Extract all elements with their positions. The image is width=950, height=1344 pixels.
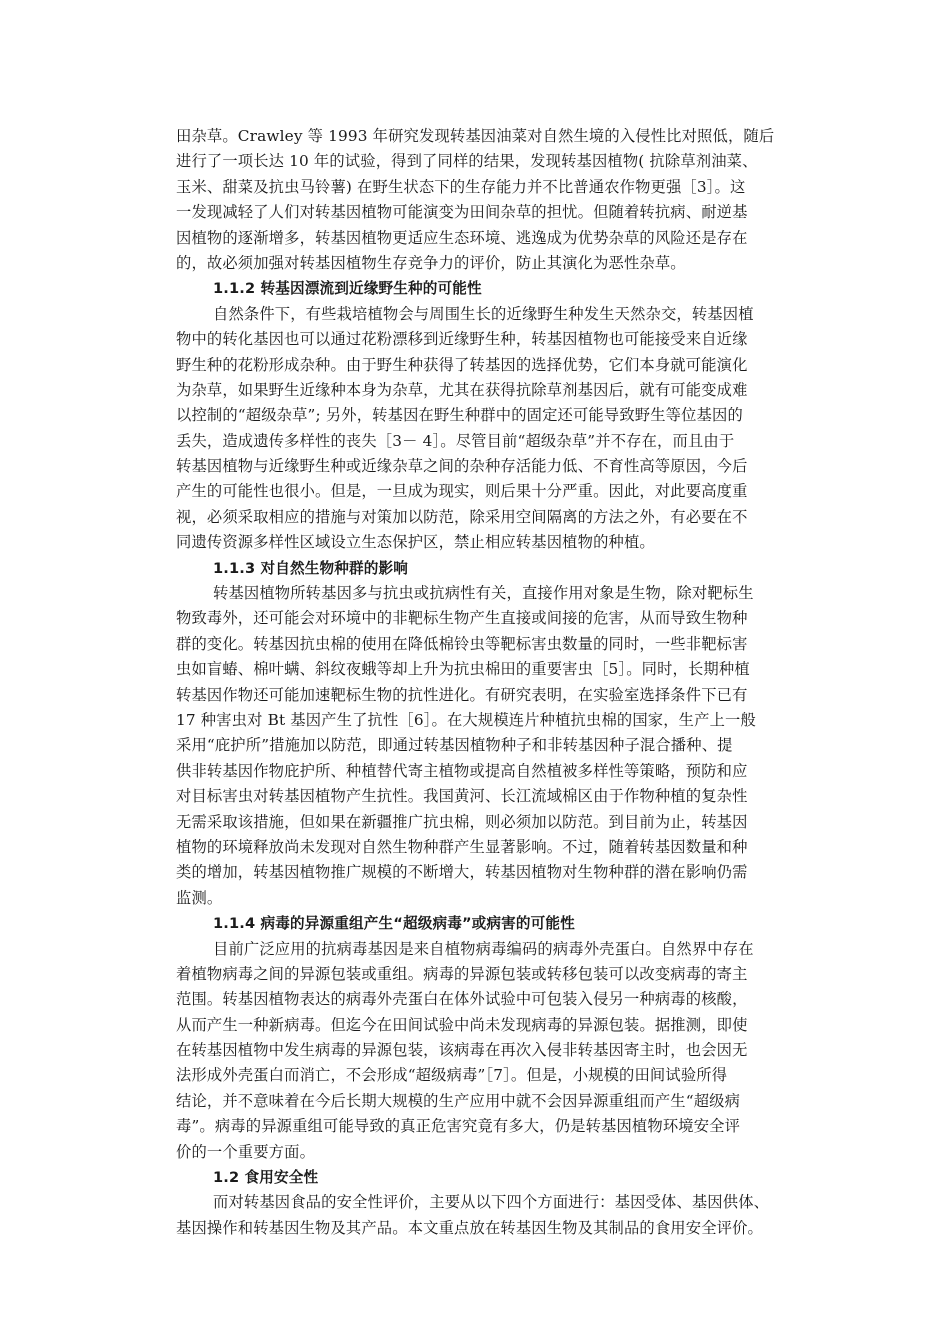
text-line: 虫如盲蝽、棉叶螨、斜纹夜蛾等却上升为抗虫棉田的重要害虫［5］。同时，长期种植 [176,660,750,679]
document-body [176,124,812,1241]
text-line: 着植物病毒之间的异源包装或重组。病毒的异源包装或转移包装可以改变病毒的寄主 [176,964,748,983]
text-line: 视，必须采取相应的措施与对策加以防范，除采用空间隔离的方法之外，有必要在不 [176,507,748,526]
text-line: 转基因植物与近缘野生种或近缘杂草之间的杂种存活能力低、不育性高等原因，今后 [176,457,748,476]
text-line: 法形成外壳蛋白而消亡，不会形成“超级病毒”［7］。但是，小规模的田间试验所得 [176,1066,728,1085]
paragraph-virus-recombination [176,937,812,1166]
heading-text: 1.2 食用安全性 [213,1169,319,1187]
text-line: 为杂草，如果野生近缘种本身为杂草，尤其在获得抗除草剂基因后，就有可能变成难 [176,380,748,399]
paragraph-population-impact [176,581,812,911]
paragraph-food-safety [176,1190,812,1241]
text-line: 从而产生一种新病毒。但迄今在田间试验中尚未发现病毒的异源包装。据推测，即使 [176,1015,748,1034]
text-line: 转基因作物还可能加速靶标生物的抗性进化。有研究表明，在实验室选择条件下已有 [176,685,748,704]
text-line: 目前广泛应用的抗病毒基因是来自植物病毒编码的病毒外壳蛋白。自然界中存在 [213,939,754,958]
heading-text: 1.1.3 对自然生物种群的影响 [213,559,408,577]
text-line: 同遗传资源多样性区域设立生态保护区，禁止相应转基因植物的种植。 [176,533,655,552]
section-heading-1-1-2 [176,276,812,301]
text-line: 监测。 [176,888,223,907]
text-line: 植物的环境释放尚未发现对自然生物种群产生显著影响。不过，随着转基因数量和种 [176,837,748,856]
text-line: 丢失，造成遗传多样性的丧失［3－ 4］。尽管目前“超级杂草”并不存在，而且由于 [176,431,735,450]
text-line: 以控制的“超级杂草”; 另外，转基因在野生种群中的固定还可能导致野生等位基因的 [176,406,743,425]
text-line: 田杂草。Crawley 等 1993 年研究发现转基因油菜对自然生境的入侵性比对照低，随后 [176,127,775,145]
text-line: 基因操作和转基因生物及其产品。本文重点放在转基因生物及其制品的食用安全评价。 [176,1218,763,1237]
text-line: 转基因植物所转基因多与抗虫或抗病性有关，直接作用对象是生物，除对靶标生 [213,584,754,603]
text-line: 17 种害虫对 Bt 基因产生了抗性［6］。在大规模连片种植抗虫棉的国家，生产上一般 [176,710,756,729]
paragraph-gene-flow [176,302,812,556]
text-line: 范围。转基因植物表达的病毒外壳蛋白在体外试验中可包装入侵另一种病毒的核酸， [176,990,748,1009]
text-line: 物中的转化基因也可以通过花粉漂移到近缘野生种，转基因植物也可能接受来自近缘 [176,330,748,349]
text-line: 对目标害虫对转基因植物产生抗性。我国黄河、长江流域棉区由于作物种植的复杂性 [176,787,748,806]
text-line: 野生种的花粉形成杂种。由于野生种获得了转基因的选择优势，它们本身就可能演化 [176,355,748,374]
text-line: 而对转基因食品的安全性评价，主要从以下四个方面进行：基因受体、基因供体、 [213,1193,770,1212]
text-line: 毒”。病毒的异源重组可能导致的真正危害究竟有多大，仍是转基因植物环境安全评 [176,1117,741,1136]
text-line: 在转基因植物中发生病毒的异源包装，该病毒在再次入侵非转基因寄主时，也会因无 [176,1041,748,1060]
text-line: 结论，并不意味着在今后长期大规模的生产应用中就不会因异源重组而产生“超级病 [176,1091,741,1110]
text-line: 群的变化。转基因抗虫棉的使用在降低棉铃虫等靶标害虫数量的同时，一些非靶标害 [176,634,748,653]
section-heading-1-1-3 [176,556,812,581]
text-line: 一发现减轻了人们对转基因植物可能演变为田间杂草的担忧。但随着转抗病、耐逆基 [176,203,748,222]
text-line: 供非转基因作物庇护所、种植替代寄主植物或提高自然植被多样性等策略，预防和应 [176,761,748,780]
text-line: 玉米、甜菜及抗虫马铃薯) 在野生状态下的生存能力并不比普通农作物更强［3］。这 [176,177,746,196]
text-line: 进行了一项长达 10 年的试验，得到了同样的结果，发现转基因植物( 抗除草剂油菜、 [176,152,758,171]
text-line: 类的增加，转基因植物推广规模的不断增大，转基因植物对生物种群的潜在影响仍需 [176,863,748,882]
text-line: 物致毒外，还可能会对环境中的非靶标生物产生直接或间接的危害，从而导致生物种 [176,609,748,628]
heading-text: 1.1.2 转基因漂流到近缘野生种的可能性 [213,280,482,298]
text-line: 价的一个重要方面。 [176,1142,316,1161]
section-heading-1-1-4 [176,911,812,936]
text-line: 因植物的逐渐增多，转基因植物更适应生态环境、逃逸成为优势杂草的风险还是存在 [176,228,748,247]
text-line: 产生的可能性也很小。但是，一旦成为现实，则后果十分严重。因此，对此要高度重 [176,482,748,501]
text-line: 自然条件下，有些栽培植物会与周围生长的近缘野生种发生天然杂交，转基因植 [213,304,754,323]
text-line: 的，故必须加强对转基因植物生存竞争力的评价，防止其演化为恶性杂草。 [176,253,686,272]
heading-text: 1.1.4 病毒的异源重组产生“超级病毒”或病害的可能性 [213,915,575,933]
text-line: 无需采取该措施，但如果在新疆推广抗虫棉，则必须加以防范。到目前为止，转基因 [176,812,748,831]
text-line: 采用“庇护所”措施加以防范，即通过转基因植物种子和非转基因种子混合播种、提 [176,736,733,755]
paragraph-weed-evaluation [176,124,812,276]
section-heading-1-2 [176,1165,812,1190]
